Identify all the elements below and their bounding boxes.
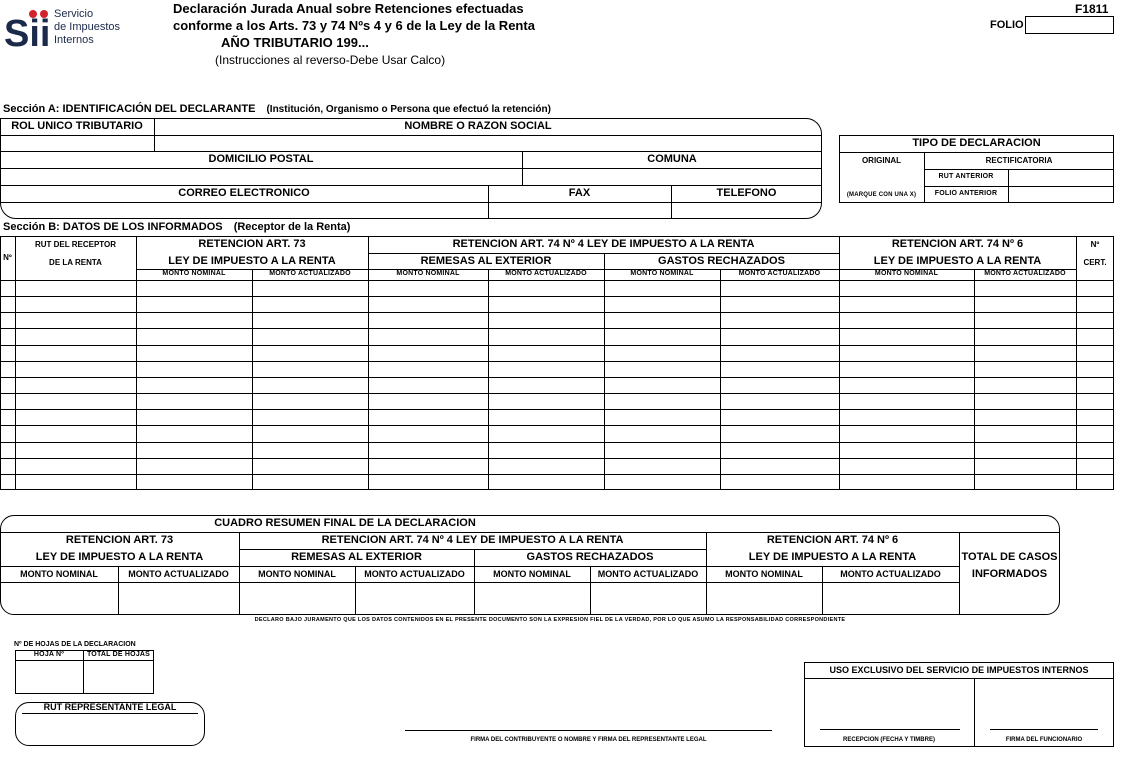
table-cell[interactable] <box>368 280 488 296</box>
table-cell[interactable] <box>136 345 252 361</box>
table-cell[interactable] <box>0 409 15 425</box>
table-cell[interactable] <box>1076 345 1114 361</box>
section-b-title: Sección B: DATOS DE LOS INFORMADOS <box>3 221 223 233</box>
r-monto-nominal-1: MONTO NOMINAL <box>20 568 98 579</box>
table-cell[interactable] <box>488 361 604 377</box>
table-cell[interactable] <box>136 458 252 474</box>
section-b-subtitle: (Receptor de la Renta) <box>233 221 351 233</box>
table-cell[interactable] <box>15 280 136 296</box>
b-ret74-4-label: RETENCION ART. 74 Nº 4 LEY DE IMPUESTO A LA RENTA <box>452 238 755 251</box>
oath-statement: DECLARO BAJO JURAMENTO QUE LOS DATOS CONTENIDOS EN EL PRESENTE DOCUMENTO SON LA EXPRESION FIEL DE LA VERDAD, POR LO QUE ASUMO LA RESPONSABILIDAD CORRESPONDIENTE <box>254 616 846 623</box>
table-cell[interactable] <box>604 442 720 458</box>
col-num-label: Nº <box>3 253 12 263</box>
table-cell[interactable] <box>720 393 839 409</box>
table-cell[interactable] <box>604 312 720 328</box>
table-cell[interactable] <box>604 409 720 425</box>
table-cell[interactable] <box>839 442 974 458</box>
table-cell[interactable] <box>252 474 368 490</box>
folio-field[interactable] <box>1025 16 1114 34</box>
table-cell[interactable] <box>720 458 839 474</box>
table-cell[interactable] <box>604 296 720 312</box>
table-cell[interactable] <box>0 296 15 312</box>
n-cert-label-2: CERT. <box>1083 258 1107 268</box>
table-cell[interactable] <box>368 409 488 425</box>
table-cell[interactable] <box>1076 361 1114 377</box>
table-cell[interactable] <box>0 474 15 490</box>
table-cell[interactable] <box>136 296 252 312</box>
b-ley74-6-label: LEY DE IMPUESTO A LA RENTA <box>873 254 1042 267</box>
r-ret74-4-label: RETENCION ART. 74 Nº 4 LEY DE IMPUESTO A LA RENTA <box>321 534 624 547</box>
table-cell[interactable] <box>368 458 488 474</box>
table-cell[interactable] <box>604 377 720 393</box>
table-cell[interactable] <box>15 458 136 474</box>
table-cell[interactable] <box>136 442 252 458</box>
table-cell[interactable] <box>974 328 1076 344</box>
table-cell[interactable] <box>368 345 488 361</box>
fax-label: FAX <box>568 187 591 200</box>
section-a-title: Sección A: IDENTIFICACIÓN DEL DECLARANTE <box>3 103 256 115</box>
table-cell[interactable] <box>15 328 136 344</box>
table-cell[interactable] <box>974 474 1076 490</box>
table-cell[interactable] <box>15 425 136 441</box>
table-cell[interactable] <box>136 280 252 296</box>
table-cell[interactable] <box>974 442 1076 458</box>
r-monto-actualizado-2: MONTO ACTUALIZADO <box>364 568 465 579</box>
r-monto-nominal-3: MONTO NOMINAL <box>493 568 571 579</box>
table-cell[interactable] <box>1076 377 1114 393</box>
total-hojas-label: TOTAL DE HOJAS <box>86 650 151 658</box>
table-cell[interactable] <box>0 377 15 393</box>
table-cell[interactable] <box>974 425 1076 441</box>
r-field-nominal-2[interactable] <box>239 582 355 615</box>
rut-anterior-label: RUT ANTERIOR <box>938 173 994 181</box>
table-cell[interactable] <box>488 280 604 296</box>
original-checkbox[interactable] <box>839 169 924 187</box>
table-cell[interactable] <box>0 361 15 377</box>
table-cell[interactable] <box>1076 458 1114 474</box>
table-cell[interactable] <box>839 409 974 425</box>
table-cell[interactable] <box>252 328 368 344</box>
table-cell[interactable] <box>1076 393 1114 409</box>
r-monto-actualizado-1: MONTO ACTUALIZADO <box>128 568 229 579</box>
r-field-actualizado-1[interactable] <box>118 582 239 615</box>
table-cell[interactable] <box>720 474 839 490</box>
r-remesas-label: REMESAS AL EXTERIOR <box>291 551 422 564</box>
b-ret74-6-label: RETENCION ART. 74 Nº 6 <box>891 238 1024 251</box>
table-cell[interactable] <box>368 328 488 344</box>
sii-logo-mark <box>4 8 52 50</box>
table-cell[interactable] <box>15 361 136 377</box>
b-ret73-label: RETENCION ART. 73 <box>198 238 306 251</box>
form-title-line-1: Declaración Jurada Anual sobre Retenciones efectuadas <box>173 1 524 16</box>
rut-representante-label: RUT REPRESENTANTE LEGAL <box>43 702 177 713</box>
section-b-heading <box>3 221 350 233</box>
b-ley73-label: LEY DE IMPUESTO A LA RENTA <box>168 254 336 267</box>
r-ley74-6-label: LEY DE IMPUESTO A LA RENTA <box>748 551 917 564</box>
table-cell[interactable] <box>974 280 1076 296</box>
r-monto-actualizado-4: MONTO ACTUALIZADO <box>840 568 941 579</box>
table-cell[interactable] <box>974 312 1076 328</box>
table-cell[interactable] <box>1076 425 1114 441</box>
table-cell[interactable] <box>604 458 720 474</box>
logo-line-3: Internos <box>54 34 94 46</box>
table-cell[interactable] <box>252 296 368 312</box>
table-cell[interactable] <box>720 377 839 393</box>
b-monto-actualizado-1: MONTO ACTUALIZADO <box>269 270 351 278</box>
rut-receptor-label: RUT DEL RECEPTOR <box>34 240 117 250</box>
b-monto-nominal-2: MONTO NOMINAL <box>396 270 460 278</box>
table-cell[interactable] <box>252 377 368 393</box>
firma-contribuyente-label: FIRMA DEL CONTRIBUYENTE O NOMBRE Y FIRMA DEL REPRESENTANTE LEGAL <box>470 736 707 743</box>
table-cell[interactable] <box>1076 312 1114 328</box>
hoja-n-label: HOJA Nº <box>33 650 65 658</box>
original-label: ORIGINAL <box>861 155 902 165</box>
folio-anterior-label: FOLIO ANTERIOR <box>934 190 998 198</box>
table-cell[interactable] <box>0 458 15 474</box>
table-cell[interactable] <box>604 474 720 490</box>
table-cell[interactable] <box>720 328 839 344</box>
table-cell[interactable] <box>0 393 15 409</box>
table-cell[interactable] <box>368 296 488 312</box>
table-cell[interactable] <box>252 345 368 361</box>
table-cell[interactable] <box>0 312 15 328</box>
table-cell[interactable] <box>15 474 136 490</box>
address-field[interactable] <box>0 168 522 185</box>
table-cell[interactable] <box>974 409 1076 425</box>
b-monto-actualizado-3: MONTO ACTUALIZADO <box>738 270 821 278</box>
table-cell[interactable] <box>720 280 839 296</box>
table-cell[interactable] <box>1076 409 1114 425</box>
folio-anterior-field[interactable] <box>1008 186 1114 203</box>
table-cell[interactable] <box>0 442 15 458</box>
table-cell[interactable] <box>839 345 974 361</box>
table-cell[interactable] <box>488 312 604 328</box>
table-cell[interactable] <box>839 361 974 377</box>
table-cell[interactable] <box>136 393 252 409</box>
r-field-actualizado-3[interactable] <box>590 582 706 615</box>
table-cell[interactable] <box>252 425 368 441</box>
table-cell[interactable] <box>974 345 1076 361</box>
instructions-note: (Instrucciones al reverso-Debe Usar Calco) <box>215 53 446 67</box>
total-casos-label-2: INFORMADOS <box>971 568 1048 581</box>
comuna-field[interactable] <box>522 168 822 185</box>
table-cell[interactable] <box>136 312 252 328</box>
table-cell[interactable] <box>720 442 839 458</box>
email-field[interactable] <box>0 202 488 219</box>
comuna-label: COMUNA <box>647 153 697 166</box>
table-cell[interactable] <box>252 442 368 458</box>
b-gastos-label: GASTOS RECHAZADOS <box>658 254 785 267</box>
table-cell[interactable] <box>720 345 839 361</box>
table-cell[interactable] <box>604 328 720 344</box>
table-cell[interactable] <box>488 328 604 344</box>
r-field-nominal-1[interactable] <box>0 582 118 615</box>
logo-line-2: de Impuestos <box>54 21 121 33</box>
table-cell[interactable] <box>974 458 1076 474</box>
folio-label: FOLIO <box>990 19 1024 31</box>
table-cell[interactable] <box>15 312 136 328</box>
table-cell[interactable] <box>368 377 488 393</box>
table-cell[interactable] <box>839 312 974 328</box>
table-cell[interactable] <box>1076 442 1114 458</box>
mark-hint: (MARQUE CON UNA X) <box>846 191 917 198</box>
table-cell[interactable] <box>1076 328 1114 344</box>
table-cell[interactable] <box>136 425 252 441</box>
r-field-nominal-3[interactable] <box>474 582 590 615</box>
uso-exclusivo-label: USO EXCLUSIVO DEL SERVICIO DE IMPUESTOS INTERNOS <box>829 664 1089 675</box>
address-label: DOMICILIO POSTAL <box>208 153 314 166</box>
r-monto-actualizado-3: MONTO ACTUALIZADO <box>597 568 699 579</box>
r-field-total-casos[interactable] <box>959 582 1060 615</box>
rut-representante-field[interactable] <box>15 713 205 746</box>
table-cell[interactable] <box>0 425 15 441</box>
table-cell[interactable] <box>252 458 368 474</box>
table-cell[interactable] <box>974 377 1076 393</box>
total-hojas-field[interactable] <box>83 660 154 694</box>
table-cell[interactable] <box>488 393 604 409</box>
logo-letters: Sii <box>4 13 51 50</box>
resumen-title: CUADRO RESUMEN FINAL DE LA DECLARACION <box>214 517 476 530</box>
table-cell[interactable] <box>488 377 604 393</box>
recepcion-label: RECEPCION (FECHA Y TIMBRE) <box>843 736 935 743</box>
table-cell[interactable] <box>488 345 604 361</box>
table-cell[interactable] <box>0 345 15 361</box>
table-cell[interactable] <box>720 409 839 425</box>
rut-anterior-field[interactable] <box>1008 169 1114 186</box>
r-field-actualizado-4[interactable] <box>822 582 959 615</box>
rut-label: ROL UNICO TRIBUTARIO <box>11 120 143 133</box>
form-code: F1811 <box>1075 2 1109 16</box>
table-cell[interactable] <box>252 312 368 328</box>
table-cell[interactable] <box>368 474 488 490</box>
table-cell[interactable] <box>604 425 720 441</box>
tax-year: AÑO TRIBUTARIO 199... <box>221 35 369 50</box>
table-cell[interactable] <box>15 345 136 361</box>
table-cell[interactable] <box>720 425 839 441</box>
table-cell[interactable] <box>604 280 720 296</box>
table-cell[interactable] <box>839 393 974 409</box>
firma-funcionario-label: FIRMA DEL FUNCIONARIO <box>1005 736 1083 743</box>
total-casos-label-1: TOTAL DE CASOS <box>961 551 1058 564</box>
table-cell[interactable] <box>604 393 720 409</box>
table-cell[interactable] <box>136 474 252 490</box>
table-cell[interactable] <box>1076 474 1114 490</box>
email-label: CORREO ELECTRONICO <box>178 187 310 200</box>
b-monto-nominal-4: MONTO NOMINAL <box>874 270 939 278</box>
table-cell[interactable] <box>136 328 252 344</box>
firma-contribuyente-field[interactable] <box>405 705 772 729</box>
hoja-n-field[interactable] <box>15 660 83 694</box>
table-cell[interactable] <box>0 328 15 344</box>
table-cell[interactable] <box>368 425 488 441</box>
table-cell[interactable] <box>974 393 1076 409</box>
table-cell[interactable] <box>974 296 1076 312</box>
table-cell[interactable] <box>252 361 368 377</box>
tipo-declaracion-title: TIPO DE DECLARACION <box>912 137 1041 150</box>
table-cell[interactable] <box>1076 296 1114 312</box>
table-cell[interactable] <box>604 361 720 377</box>
phone-field[interactable] <box>671 202 822 219</box>
table-cell[interactable] <box>488 458 604 474</box>
r-gastos-label: GASTOS RECHAZADOS <box>526 551 654 564</box>
r-field-nominal-4[interactable] <box>706 582 822 615</box>
r-ret73-label: RETENCION ART. 73 <box>65 534 174 547</box>
table-cell[interactable] <box>839 328 974 344</box>
table-cell[interactable] <box>488 442 604 458</box>
table-cell[interactable] <box>15 296 136 312</box>
b-monto-nominal-1: MONTO NOMINAL <box>162 270 226 278</box>
hojas-title: Nº DE HOJAS DE LA DECLARACION <box>14 641 136 648</box>
table-cell[interactable] <box>15 377 136 393</box>
table-cell[interactable] <box>252 280 368 296</box>
table-cell[interactable] <box>368 361 488 377</box>
table-cell[interactable] <box>15 409 136 425</box>
table-cell[interactable] <box>252 393 368 409</box>
b-remesas-label: REMESAS AL EXTERIOR <box>420 254 552 267</box>
table-cell[interactable] <box>368 312 488 328</box>
table-cell[interactable] <box>0 280 15 296</box>
section-a-subtitle: (Institución, Organismo o Persona que efectuó la retención) <box>266 104 551 115</box>
r-monto-nominal-4: MONTO NOMINAL <box>725 568 803 579</box>
sii-logo <box>4 6 124 50</box>
table-cell[interactable] <box>488 409 604 425</box>
table-cell[interactable] <box>720 361 839 377</box>
table-cell[interactable] <box>839 296 974 312</box>
table-cell[interactable] <box>839 377 974 393</box>
table-cell[interactable] <box>488 425 604 441</box>
r-ret74-6-label: RETENCION ART. 74 Nº 6 <box>766 534 899 547</box>
table-cell[interactable] <box>252 409 368 425</box>
name-label: NOMBRE O RAZON SOCIAL <box>404 120 552 133</box>
table-cell[interactable] <box>136 377 252 393</box>
table-cell[interactable] <box>368 393 488 409</box>
table-cell[interactable] <box>720 296 839 312</box>
b-monto-nominal-3: MONTO NOMINAL <box>630 270 694 278</box>
r-ley73-label: LEY DE IMPUESTO A LA RENTA <box>35 551 204 564</box>
form-title-line-2: conforme a los Arts. 73 y 74 Nºs 4 y 6 de la Ley de la Renta <box>173 18 535 33</box>
b-monto-actualizado-4: MONTO ACTUALIZADO <box>984 270 1066 278</box>
logo-line-1: Servicio <box>54 8 94 20</box>
b-monto-actualizado-2: MONTO ACTUALIZADO <box>505 270 587 278</box>
table-cell[interactable] <box>15 442 136 458</box>
name-field[interactable] <box>154 135 822 151</box>
rut-field[interactable] <box>0 135 154 151</box>
phone-label: TELEFONO <box>716 187 777 200</box>
table-cell[interactable] <box>839 474 974 490</box>
table-cell[interactable] <box>604 345 720 361</box>
table-cell[interactable] <box>136 409 252 425</box>
table-cell[interactable] <box>368 442 488 458</box>
table-cell[interactable] <box>136 361 252 377</box>
table-cell[interactable] <box>720 312 839 328</box>
table-cell[interactable] <box>974 361 1076 377</box>
table-cell[interactable] <box>839 458 974 474</box>
table-cell[interactable] <box>839 280 974 296</box>
section-a-heading <box>3 103 551 115</box>
table-cell[interactable] <box>488 296 604 312</box>
table-cell[interactable] <box>839 425 974 441</box>
table-cell[interactable] <box>15 393 136 409</box>
r-field-actualizado-2[interactable] <box>355 582 474 615</box>
r-monto-nominal-2: MONTO NOMINAL <box>258 568 336 579</box>
rectificatoria-label: RECTIFICATORIA <box>985 155 1053 165</box>
table-cell[interactable] <box>488 474 604 490</box>
de-la-renta-label: DE LA RENTA <box>49 258 102 268</box>
n-cert-label-1: Nº <box>1090 240 1100 250</box>
table-cell[interactable] <box>1076 280 1114 296</box>
fax-field[interactable] <box>488 202 671 219</box>
